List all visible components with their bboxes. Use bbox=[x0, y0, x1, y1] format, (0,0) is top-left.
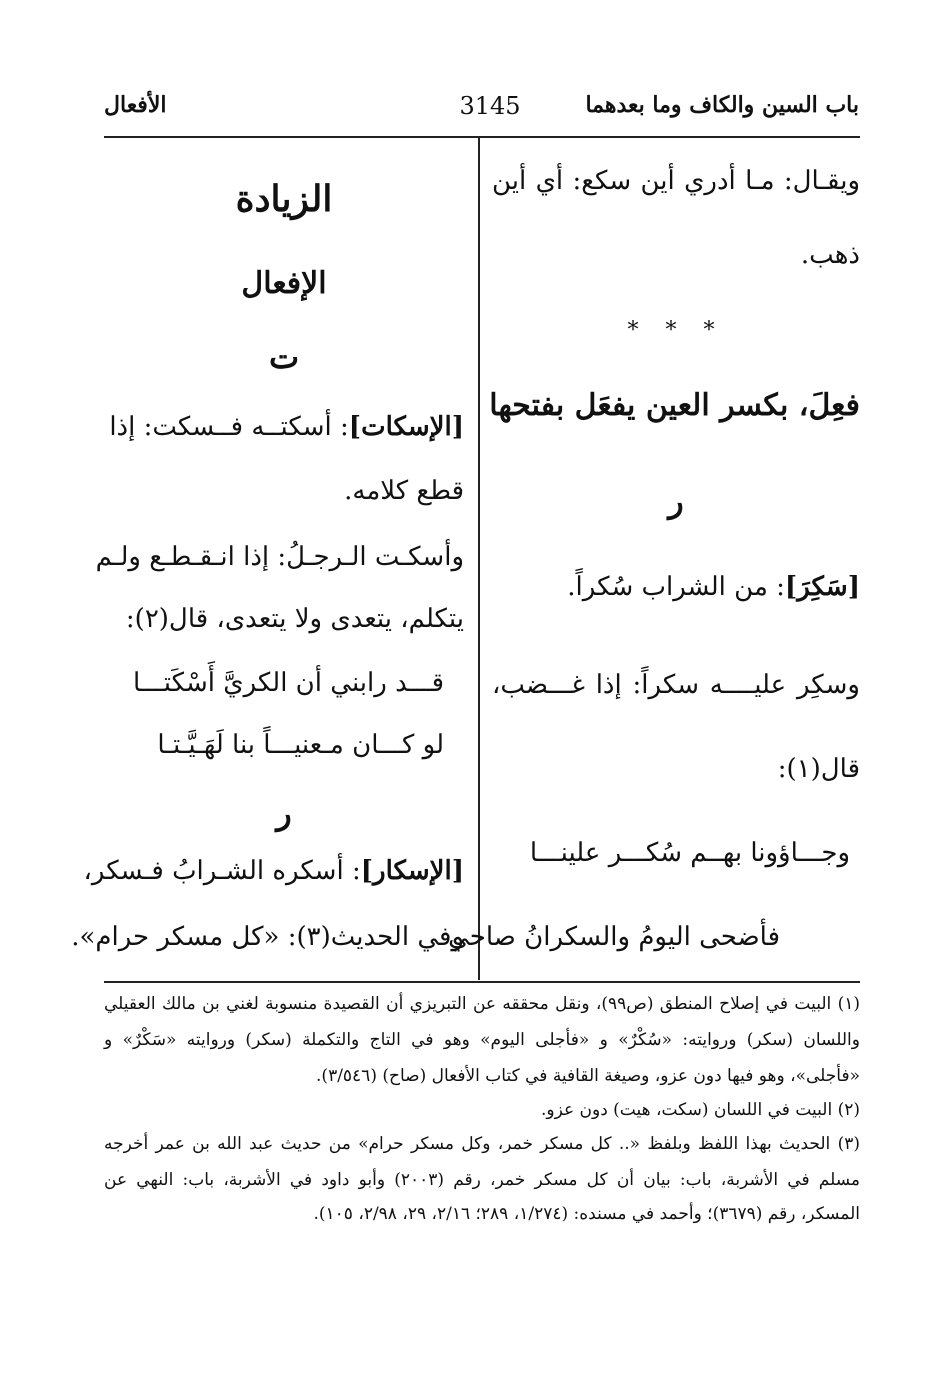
footnote-rule bbox=[104, 981, 860, 983]
footnote-line: مسلم في الأشربة، باب: بيان أن كل مسكر خمر، رقم (٢٠٠٣) وأبو داود في الأشربة، باب: النهي عن bbox=[104, 1170, 860, 1190]
verse-line: لو كـــان مـعنيـــاً بنا لَهَـيَّـتـا bbox=[157, 730, 444, 760]
text-line: وسكِر عليــــه سكراً: إذا غـــضب، bbox=[492, 670, 860, 700]
header-rule bbox=[104, 136, 860, 138]
text-line: يتكلم، يتعدى ولا يتعدى، قال(٢): bbox=[125, 604, 464, 634]
text-line: وأسكـت الـرجـلُ: إذا انـقـطـع ولـم bbox=[95, 542, 464, 572]
footnote-line: (٢) البيت في اللسان (سكت، هيت) دون عزو. bbox=[540, 1100, 860, 1120]
footnote-line: «فأجلى»، وهو فيها دون عزو، وصيغة القافية في كتاب الأفعال (صاح) (٣/٥٤٦). bbox=[316, 1066, 860, 1086]
text-line: قال(١): bbox=[777, 754, 860, 784]
subtitle: الإفعال bbox=[241, 266, 327, 301]
verse-line: قـــد رابني أن الكريَّ أَسْكَتـــا bbox=[132, 668, 444, 698]
root-letter: ت bbox=[268, 338, 300, 376]
text-line: ويقـال: مـا أدري أين سكع: أي أين bbox=[492, 166, 860, 196]
verse-line: فأضحى اليومُ والسكرانُ صاحي bbox=[448, 922, 780, 952]
root-letter: ر bbox=[276, 794, 292, 832]
entry-headword: [الإسكار] bbox=[360, 856, 464, 886]
root-letter: ر bbox=[668, 482, 684, 520]
text-line: قطع كلامه. bbox=[344, 476, 464, 506]
footnote-line: المسكر، رقم (٣٦٧٩)؛ وأحمد في مسنده: (١/٢٧٤، ٢٨٩؛ ٢/١٦، ٢٩، ٢/٩٨، ١٠٥). bbox=[313, 1204, 860, 1224]
footnote-line: (١) البيت في إصلاح المنطق (ص٩٩)، ونقل محققه عن التبريزي أن القصيدة منسوبة لغني بن مالك العقيلي bbox=[104, 994, 861, 1014]
entry-headword: [سَكِرَ] bbox=[784, 572, 860, 602]
entry-headword: [الإسكات] bbox=[348, 412, 464, 442]
column-separator bbox=[478, 138, 480, 980]
page-number: 3145 bbox=[459, 92, 521, 120]
header-section-title: الأفعال bbox=[104, 92, 167, 118]
entry-definition: : أسكتــه فــسكت: إذا bbox=[109, 412, 349, 442]
entry-line bbox=[567, 572, 860, 602]
section-divider-stars: * * * bbox=[627, 318, 725, 343]
header-chapter-title: باب السين والكاف وما بعدهما bbox=[585, 92, 859, 118]
footnote-line: واللسان (سكر) وروايته: «سُكْرٌ» و «فأجلى اليوم» وهو في التاج والتكملة (سكر) وروايته «سَكْرٌ» و bbox=[104, 1030, 860, 1050]
entry-definition: : أسكره الشـرابُ فـسكر، bbox=[83, 856, 361, 886]
main-title: الزيادة bbox=[235, 178, 333, 220]
text-line: وفي الحديث(٣): «كل مسكر حرام». bbox=[71, 922, 464, 952]
entry-definition: : من الشراب سُكراً. bbox=[567, 572, 785, 602]
entry-line bbox=[109, 412, 464, 442]
footnote-line: (٣) الحديث بهذا اللفظ وبلفظ «.. كل مسكر خمر، وكل مسكر حرام» من حديث عبد الله بن عمر أخرجه bbox=[104, 1134, 860, 1154]
verse-line: وجـــاؤونا بهــم سُكـــر علينـــا bbox=[529, 838, 850, 868]
entry-line bbox=[83, 856, 464, 886]
text-line: ذهب. bbox=[800, 240, 860, 270]
section-title: فعِلَ، بكسر العين يفعَل بفتحها bbox=[489, 388, 860, 423]
